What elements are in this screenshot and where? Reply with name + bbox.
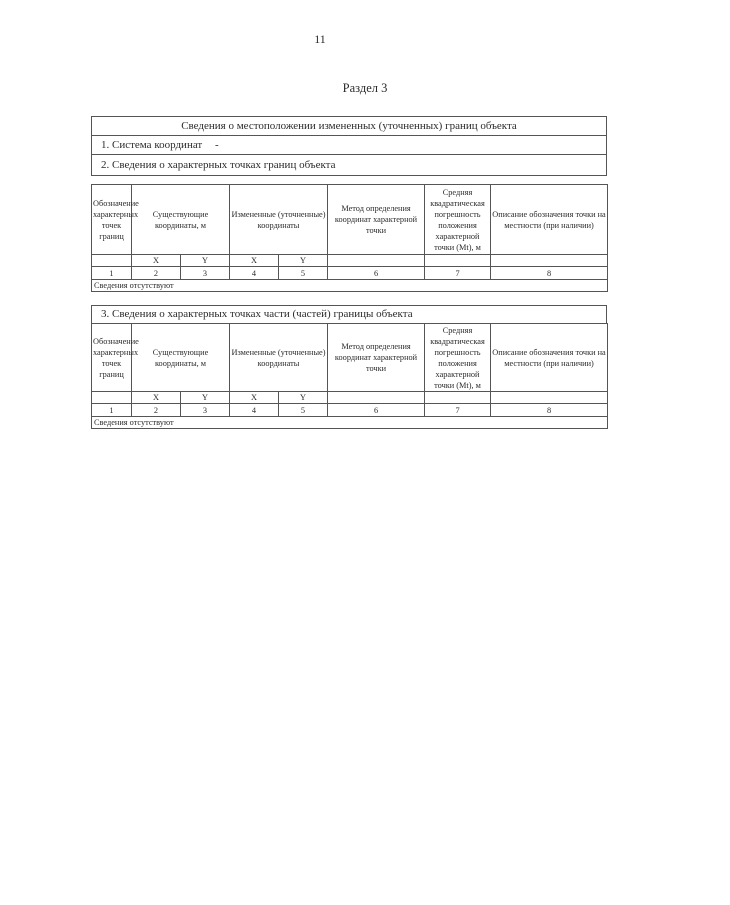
coordinate-system-label: 1. Система координат <box>101 139 203 151</box>
column-number: 6 <box>328 267 425 280</box>
subheader-y: Y <box>279 392 328 404</box>
header-accuracy: Средняя квадратическая погрешность положения характерной точки (Mt), м <box>425 185 491 255</box>
column-number: 8 <box>491 404 608 417</box>
column-number: 2 <box>132 404 181 417</box>
header-point-designation: Обозначение характерных точек границ <box>92 185 132 255</box>
header-existing-coords: Существующие координаты, м <box>132 185 230 255</box>
subheader-x: X <box>230 392 279 404</box>
column-number: 3 <box>181 267 230 280</box>
subheader-x: X <box>230 255 279 267</box>
char-points-title: 2. Сведения о характерных точках границ объекта <box>91 154 607 176</box>
column-number: 4 <box>230 267 279 280</box>
column-number: 5 <box>279 404 328 417</box>
char-points-table <box>91 184 608 292</box>
no-info-row: Сведения отсутствуют <box>92 417 608 429</box>
section-title: Раздел 3 <box>342 81 388 95</box>
coordinate-system-value: - <box>214 139 219 151</box>
column-number: 1 <box>92 267 132 280</box>
coordinate-system-row <box>91 135 607 155</box>
column-number: 7 <box>425 404 491 417</box>
page-number: 11 <box>314 32 326 46</box>
column-number: 6 <box>328 404 425 417</box>
column-number: 7 <box>425 267 491 280</box>
header-changed-coords: Измененные (уточненные) координаты <box>230 324 328 392</box>
subheader-y: Y <box>181 392 230 404</box>
header-description: Описание обозначения точки на местности (при наличии) <box>491 185 608 255</box>
header-description: Описание обозначения точки на местности (при наличии) <box>491 324 608 392</box>
header-existing-coords: Существующие координаты, м <box>132 324 230 392</box>
header-changed-coords: Измененные (уточненные) координаты <box>230 185 328 255</box>
column-number: 5 <box>279 267 328 280</box>
subheader-y: Y <box>181 255 230 267</box>
subheader-x: X <box>132 392 181 404</box>
column-number: 2 <box>132 267 181 280</box>
header-method: Метод определения координат характерной точки <box>328 324 425 392</box>
part-points-title: 3. Сведения о характерных точках части (частей) границы объекта <box>91 305 607 324</box>
subheader-x: X <box>132 255 181 267</box>
header-point-designation: Обозначение характерных точек границ <box>92 324 132 392</box>
column-number: 4 <box>230 404 279 417</box>
column-number: 1 <box>92 404 132 417</box>
subheader-y: Y <box>279 255 328 267</box>
header-accuracy: Средняя квадратическая погрешность положения характерной точки (Mt), м <box>425 324 491 392</box>
column-number: 3 <box>181 404 230 417</box>
header-method: Метод определения координат характерной точки <box>328 185 425 255</box>
column-number: 8 <box>491 267 608 280</box>
no-info-row: Сведения отсутствуют <box>92 280 608 292</box>
part-points-table <box>91 323 608 429</box>
boundaries-header: Сведения о местоположении измененных (уточненных) границ объекта <box>91 116 607 136</box>
